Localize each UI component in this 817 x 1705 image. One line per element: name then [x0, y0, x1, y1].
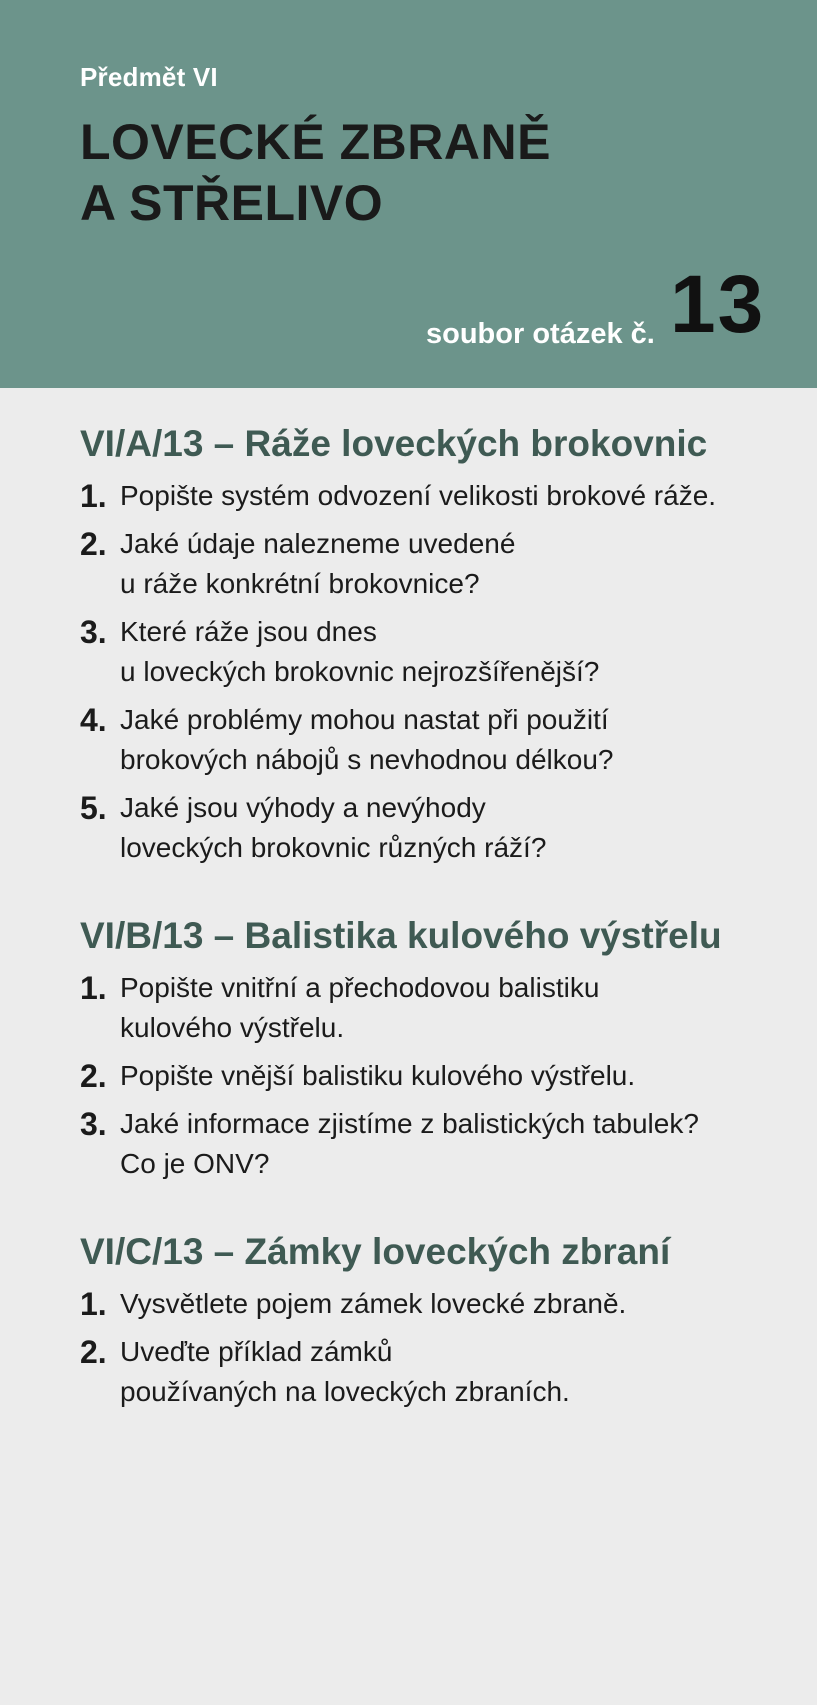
question-line: Co je ONV? — [120, 1148, 270, 1179]
question-list — [80, 968, 800, 1184]
question-text — [120, 700, 800, 780]
question-line: Popište vnitřní a přechodovou balistiku — [120, 972, 600, 1003]
question-text — [120, 612, 800, 692]
section-heading: VI/A/13 – Ráže loveckých brokovnic — [80, 423, 708, 464]
title-line: A STŘELIVO — [80, 175, 384, 231]
question-text — [120, 1056, 800, 1096]
title-line: LOVECKÉ ZBRANĚ — [80, 114, 551, 170]
section-heading: VI/C/13 – Zámky loveckých zbraní — [80, 1231, 671, 1272]
question-line: Popište systém odvození velikosti brokové ráže. — [120, 480, 717, 511]
header-band — [0, 0, 817, 388]
section-c — [80, 1228, 800, 1412]
question-number: 4. — [80, 702, 107, 738]
question-line: u ráže konkrétní brokovnice? — [120, 568, 480, 599]
question-line: Jaké údaje nalezneme uvedené — [120, 528, 516, 559]
question-line: Jaké informace zjistíme z balistických tabulek? — [120, 1108, 699, 1139]
question-item — [80, 1104, 800, 1184]
question-number: 2. — [80, 526, 107, 562]
question-number: 2. — [80, 1334, 107, 1370]
question-number: 1. — [80, 970, 107, 1006]
question-item — [80, 612, 800, 692]
question-item — [80, 476, 800, 516]
question-item — [80, 788, 800, 868]
question-number: 1. — [80, 478, 107, 514]
question-number: 3. — [80, 614, 107, 650]
question-set-number: 13 — [670, 259, 766, 350]
question-item — [80, 524, 800, 604]
question-line: loveckých brokovnic různých ráží? — [120, 832, 547, 863]
question-line: Uveďte příklad zámků — [120, 1336, 393, 1367]
question-line: Jaké problémy mohou nastat při použití — [120, 704, 609, 735]
question-item — [80, 700, 800, 780]
question-text — [120, 788, 800, 868]
question-item — [80, 1284, 800, 1324]
question-set-label: soubor otázek č. — [426, 318, 655, 350]
section-heading: VI/B/13 – Balistika kulového výstřelu — [80, 915, 722, 956]
question-list — [80, 476, 800, 868]
question-line: používaných na loveckých zbraních. — [120, 1376, 570, 1407]
question-text — [120, 968, 800, 1048]
page-title — [80, 112, 551, 234]
question-text — [120, 476, 800, 516]
question-number: 2. — [80, 1058, 107, 1094]
question-line: Vysvětlete pojem zámek lovecké zbraně. — [120, 1288, 627, 1319]
question-number: 5. — [80, 790, 107, 826]
section-a — [80, 420, 800, 868]
question-text — [120, 1104, 800, 1184]
question-text — [120, 1284, 800, 1324]
question-number: 3. — [80, 1106, 107, 1142]
question-line: Popište vnější balistiku kulového výstřelu. — [120, 1060, 636, 1091]
question-line: brokových nábojů s nevhodnou délkou? — [120, 744, 614, 775]
question-text — [120, 524, 800, 604]
question-line: Jaké jsou výhody a nevýhody — [120, 792, 486, 823]
question-text — [120, 1332, 800, 1412]
question-item — [80, 1332, 800, 1412]
question-number: 1. — [80, 1286, 107, 1322]
question-item — [80, 1056, 800, 1096]
question-sections — [80, 420, 800, 1456]
section-b — [80, 912, 800, 1184]
question-line: kulového výstřelu. — [120, 1012, 345, 1043]
question-item — [80, 968, 800, 1048]
question-list — [80, 1284, 800, 1412]
question-line: Které ráže jsou dnes — [120, 616, 377, 647]
question-line: u loveckých brokovnic nejrozšířenější? — [120, 656, 600, 687]
subject-label: Předmět VI — [80, 62, 218, 92]
